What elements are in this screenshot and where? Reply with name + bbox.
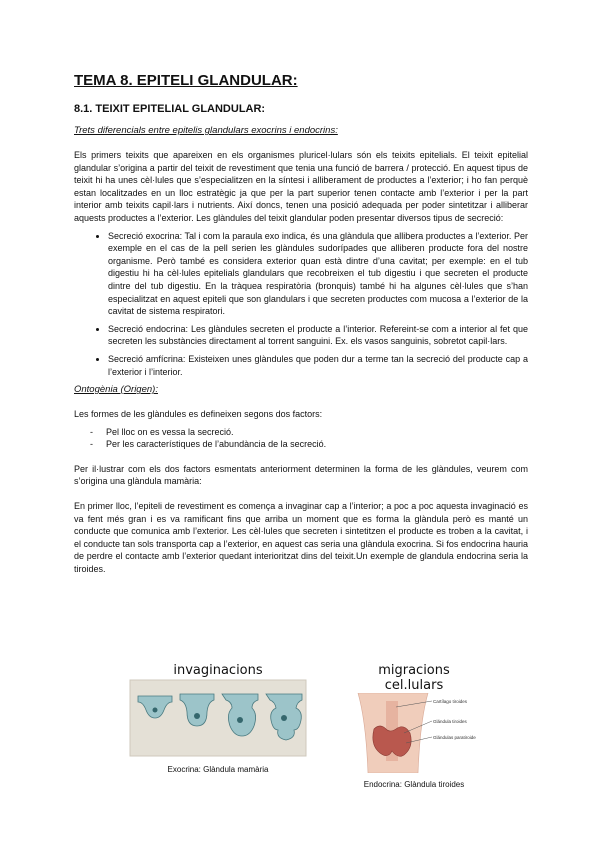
paragraph-illustrate: Per il·lustrar com els dos factors esmentats anteriorment determinen la forma de les glàndules, veurem com s’origina una glàndula mamària: xyxy=(74,463,528,487)
caption-endocrine: Endocrina: Glàndula tiroides xyxy=(363,780,465,789)
paragraph-factors: Les formes de les glàndules es defineixen segons dos factors: xyxy=(74,409,323,420)
section-heading: 8.1. TEIXIT EPITELIAL GLANDULAR: xyxy=(74,103,266,115)
figure-invaginations xyxy=(128,663,308,774)
paragraph-intro: Els primers teixits que apareixen en els organismes pluricel·lulars són els teixits epitelials. El teixit epitelial glandular s’origina a partir del teixit de revestiment que tenia una funció de barrera / protecció. En aquest tipus de teixit hi ha unes cèl·lules que s’especialitzen en la síntesi i alliberament de productes a l’exterior; i ho fan perquè estan localitzades en un lloc estratègic ja que per la part superior tenen contacte amb l’exterior i per la part interior amb teixits capil·lars i nutrients. Així doncs, tenen una posició adequada per poder sintetitzar i alliberar aquests productes a l’exterior. Les glàndules del teixit glandular poden presentar diversos tipus de secreció: xyxy=(74,150,528,223)
label-thyroid-cartilage: Cartílago tiroides xyxy=(433,699,468,704)
subheading-ontogeny: Ontogènia (Origen): xyxy=(74,384,158,396)
label-parathyroid-glands: Glándulas paratiroides xyxy=(433,735,476,740)
figure-title-invaginations: invaginacions xyxy=(173,663,263,678)
list-item-endocrine: • Secreció endocrina: Les glàndules secreten el producte a l’interior. Refereint-se com a interior al fet que secreten les substàncies directament al torrent sanguini. Ex. els vasos sanguinis, sobretot capil·lars. xyxy=(108,323,528,348)
label-thyroid-gland: Glándula tiroides xyxy=(433,719,467,724)
list-item-factor-1: - Pel lloc on es vessa la secreció. xyxy=(90,426,528,439)
paragraph-mammary: En primer lloc, l’epiteli de revestiment es comença a invaginar cap a l’interior; a poc a poc aquesta invaginació es va fent més gran i es va ramificant fins que arriba un moment que es forma la glàndula però es manté un conducte que comunica amb l’exterior. Les cèl·lules que secreten i sintetitzen el producte es troben a la cavitat, i el conducte tan sols transporta cap a l’exterior, en aquest cas seria una glàndula exocrina. Si fos endocrina hauria de perdre el contacte amb l’exterior quedant interioritzat dins del teixit.Un exemple de glandula endocrina seria la tiroides. xyxy=(74,501,528,575)
figure-title-migrations: migracions cel.lulars xyxy=(378,663,450,693)
figures xyxy=(0,663,600,789)
subheading-traits: Trets diferencials entre epitelis glandulars exocrins i endocrins: xyxy=(74,125,338,136)
thyroid-diagram-image xyxy=(352,693,476,773)
secretion-types-list xyxy=(74,230,528,379)
list-item-exocrine: • Secreció exocrina: Tal i com la paraula exo indica, és una glàndula que allibera productes a l’exterior. Per exemple en el cas de la pell serien les glàndules sudorípades que alliberen producte fora del nostre organisme. Però també es considera exterior quan està dintre d’una cavitat; per exemple: en el tub digestiu hi ha cèl·lules epitelials glandulars que recobreixen el tub digestiu i que secreten el producte dintre del tub digestiu. En la tràquea respiratòria (bronquis) també hi ha algunes cèl·lules que s’han especialitzat en aquest epiteli que son glandulars i que secreten productes com mucosa a l’exterior de la cavitat de sistema respiratori. xyxy=(108,230,528,318)
document-body xyxy=(74,72,528,581)
page-title: TEMA 8. EPITELI GLANDULAR: xyxy=(74,72,298,89)
invagination-diagram-image xyxy=(128,678,308,758)
caption-exocrine: Exocrina: Glàndula mamària xyxy=(167,765,269,774)
list-item-amphicrine: • Secreció amfícrina: Existeixen unes glàndules que poden dur a terme tan la secreció del producte cap a l’exterior i l’interior. xyxy=(108,353,528,378)
list-item-factor-2: - Per les característiques de l’abundància de la secreció. xyxy=(90,438,528,451)
figure-migrations xyxy=(352,663,476,789)
factors-list xyxy=(74,426,528,451)
